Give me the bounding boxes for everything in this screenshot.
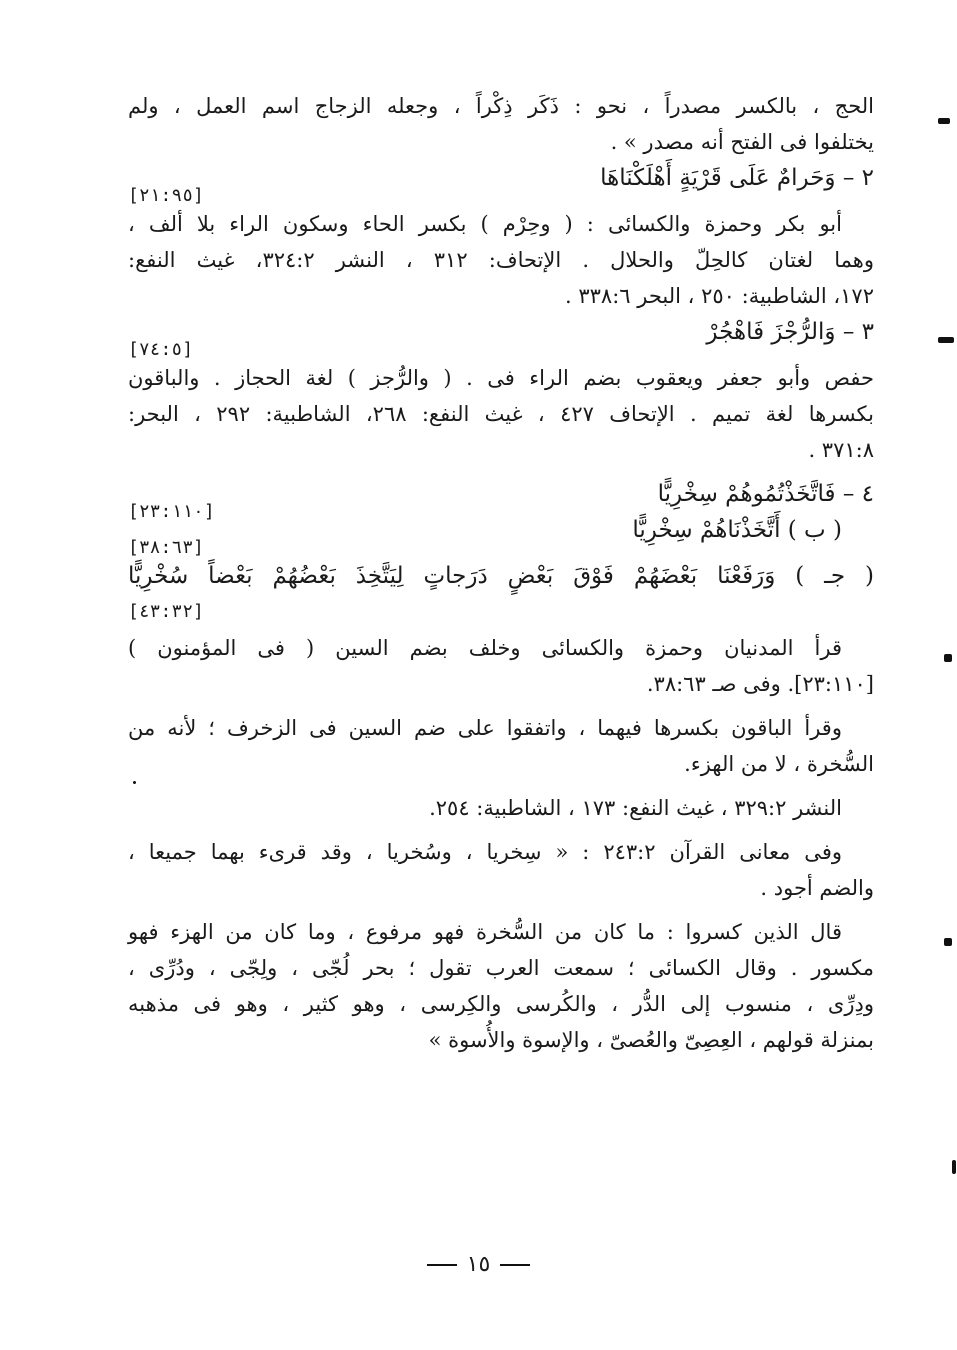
page-number: ١٥ xyxy=(0,1252,957,1277)
text-line: ١٧٢، الشاطبية: ٢٥٠ ، البحر ٣٣٨:٦ . xyxy=(565,284,874,308)
margin-mark xyxy=(133,781,136,784)
page-number-dash xyxy=(427,1264,457,1266)
text-line: مكسور . وقال الكسائى ؛ سمعت العرب تقول ؛ بحر لُجّى ، ولِجّى ، ودُرِّى ، xyxy=(128,956,874,980)
verse-heading: ٤ – فَاتَّخَذْتُمُوهُمْ سِخْرِيًّا [٢٣:١١٠] xyxy=(128,476,874,512)
verse-reference: [٣٨:٦٣] xyxy=(128,537,204,558)
text-line: وقرأ الباقون بكسرها فيهما ، واتفقوا على ضم السين فى الزخرف ؛ لأنه من xyxy=(128,716,842,740)
text-line: بمنزلة قولهم ، العِصِىّ والعُصىّ ، والإسوة والأُسوة » xyxy=(428,1028,874,1052)
text-line: أبو بكر وحمزة والكسائى : ( وحِرْم ) بكسر الحاء وسكون الراء بلا ألف ، xyxy=(128,212,842,236)
text-line: حفص وأبو جعفر ويعقوب بضم الراء فى . ( والرُّجز ) لغة الحجاز . والباقون xyxy=(128,366,874,390)
verse-reference: [٢٣:١١٠] xyxy=(128,501,215,522)
text-line: يختلفوا فى الفتح أنه مصدر » . xyxy=(610,130,874,154)
margin-mark xyxy=(944,938,952,946)
text-line: والضم أجود . xyxy=(760,876,874,900)
margin-mark xyxy=(952,1160,956,1174)
margin-mark xyxy=(938,118,950,124)
verse-heading: ( جـ ) وَرَفَعْنَا بَعْضَهُمْ فَوْقَ بَعْضٍ دَرَجاتٍ لِيَتَّخِذَ بَعْضُهُمْ بَعْضاً سُخْرِيًّا xyxy=(128,563,874,589)
text-line: [٢٣:١١٠]. وفى صـ ٣٨:٦٣. xyxy=(646,672,874,696)
text-line: الحج ، بالكسر مصدراً ، نحو : ذَكَر ذِكْراً ، وجعله الزجاج اسم العمل ، ولم xyxy=(128,94,874,118)
text-line: ودِرِّى ، منسوب إلى الدُّر ، والكُرسى والكِرسى ، وهو كثير ، وهو فى مذهبه xyxy=(128,992,874,1016)
text-line: وفى معانى القرآن ٢٤٣:٢ : « سِخريا ، وسُخريا ، وقد قرىء بهما جميعا ، xyxy=(128,840,842,864)
margin-mark xyxy=(938,337,954,343)
text-line: ٣٧١:٨ . xyxy=(808,438,874,462)
verse-heading: ٣ – وَالرُّجْزَ فَاهْجُرْ [٧٤:٥] xyxy=(128,314,874,350)
text-line xyxy=(128,594,874,630)
margin-mark xyxy=(944,654,952,662)
text-line: قرأ المدنيان وحمزة والكسائى وخلف بضم السين ( فى المؤمنون ) xyxy=(128,636,842,660)
text-line: بكسرها لغة تميم . الإتحاف ٤٢٧ ، غيث النفع: ٢٦٨، الشاطبية: ٢٩٢ ، البحر: xyxy=(128,402,874,426)
text-line: السُّخرة ، لا من الهزء. xyxy=(684,752,874,776)
verse-heading: ٢ – وَحَرامٌ عَلَى قَرْيَةٍ أَهْلَكْنَاهَا [٢١:٩٥] xyxy=(128,160,874,196)
verse-reference: [٤٣:٣٢] xyxy=(128,601,204,622)
text-line: وهما لغتان كالحِلّ والحلال . الإتحاف: ٣١٢ ، النشر ٣٢٤:٢، غيث النفع: xyxy=(128,248,875,272)
verse-heading: ( ب ) أَتَّخَذْنَاهُمْ سِخْرِيًّا [٣٨:٦٣] xyxy=(128,512,874,548)
text-line: النشر ٣٢٩:٢ ، غيث النفع: ١٧٣ ، الشاطبية: ٢٥٤. xyxy=(429,796,842,820)
page-number-dash xyxy=(500,1264,530,1266)
text-line: قال الذين كسروا : ما كان من السُّخرة فهو مرفوع ، وما كان من الهزء فهو xyxy=(128,920,842,944)
verse-reference: [٢١:٩٥] xyxy=(128,185,204,206)
verse-reference: [٧٤:٥] xyxy=(128,339,194,360)
page-body xyxy=(128,88,874,1058)
